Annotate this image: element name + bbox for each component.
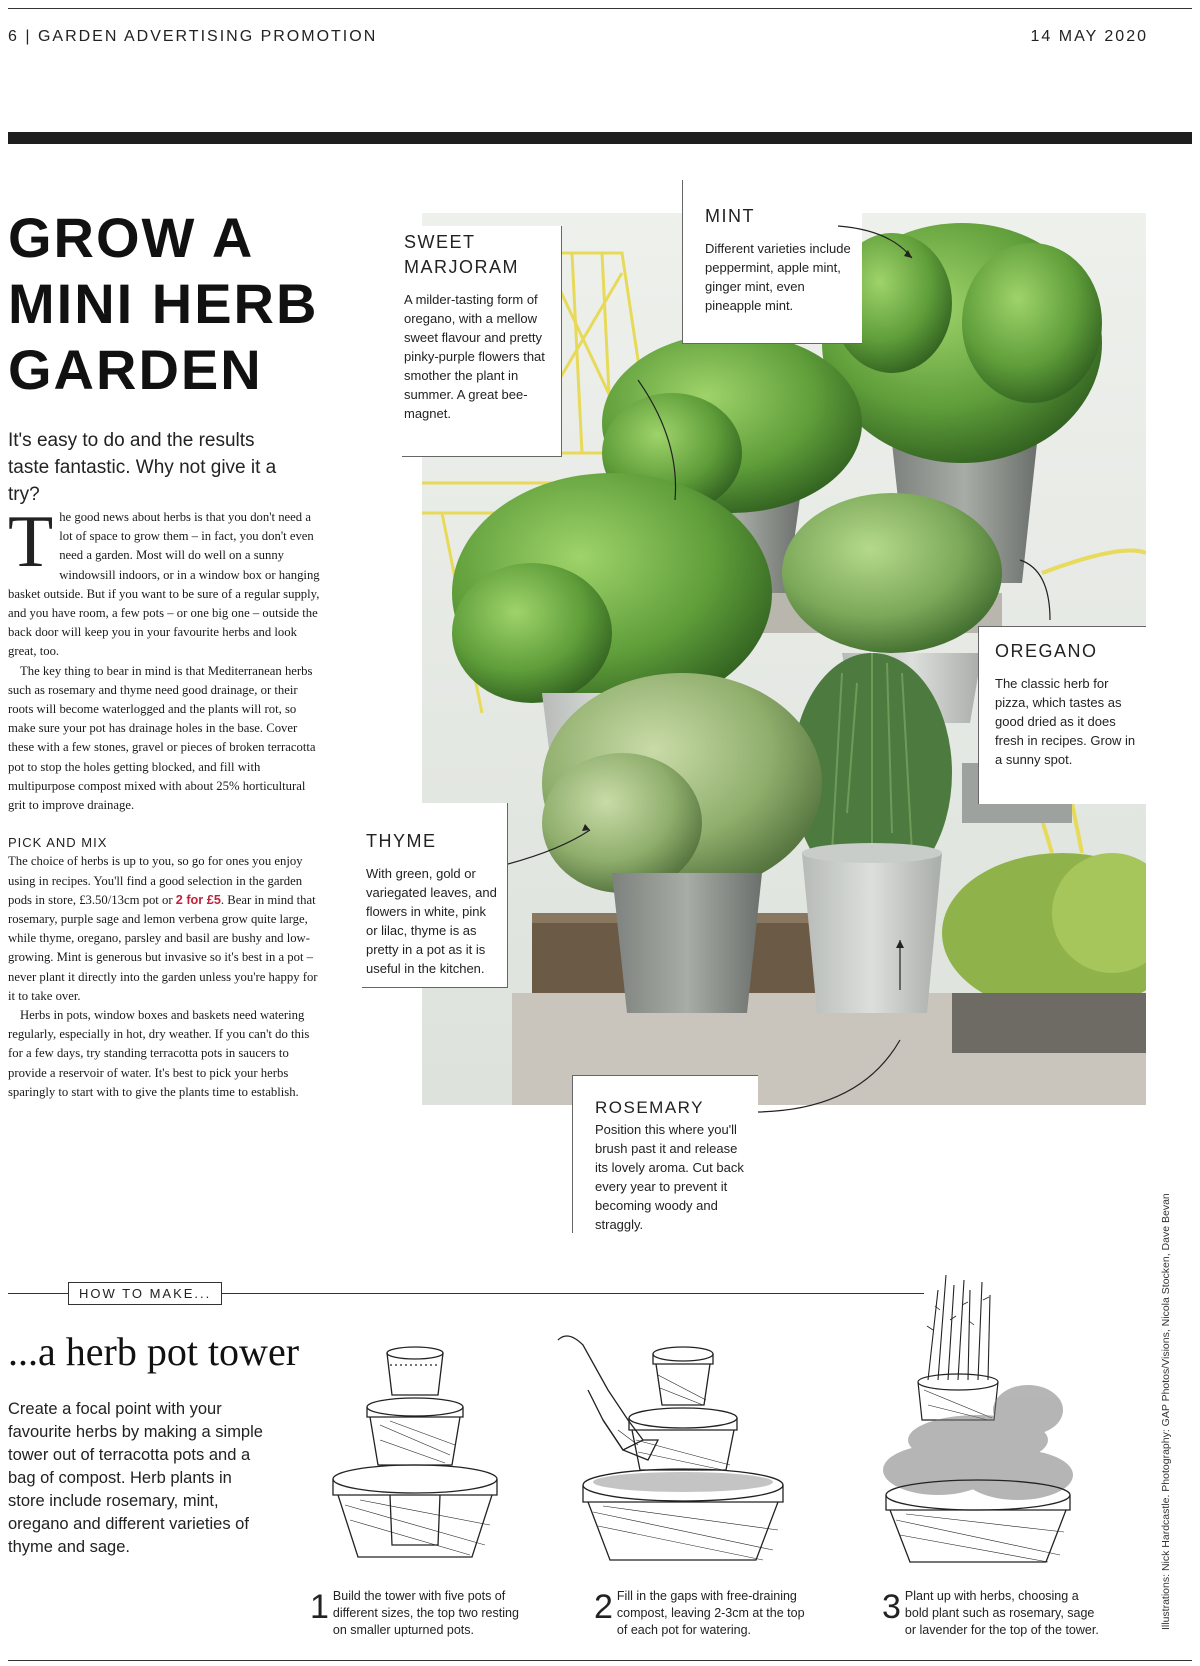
- promo-offer: 2 for £5: [175, 892, 221, 907]
- paragraph-4: Herbs in pots, window boxes and baskets need watering regularly, especially in hot, dry weather. If you can't do this for a few days, try standing terracotta pots in saucers to provide a reservoir of water. It's best to pick your herbs sparingly to start with to give the plants time to establish.: [8, 1008, 310, 1099]
- step-2-text: Fill in the gaps with free-draining compost, leaving 2-3cm at the top of each pot for watering.: [616, 1589, 805, 1637]
- headline-line-3: GARDEN: [8, 338, 263, 401]
- thyme-arrowhead: [582, 824, 590, 831]
- headline-line-2: MINI HERB: [8, 272, 319, 335]
- callout-title-mint: MINT: [705, 206, 755, 226]
- issue-date: 14 MAY 2020: [1030, 28, 1148, 45]
- drop-cap: T: [8, 501, 54, 583]
- callout-body-oregano: The classic herb for pizza, which tastes as good dried as it does fresh in recipes. Grow in a sunny spot.: [995, 676, 1136, 767]
- oregano-pointer-line: [1020, 560, 1050, 620]
- callout-body-marjoram: A milder-tasting form of oregano, with a mellow sweet flavour and pretty pinky-purple flowers that smother the plant in summer. A great bee-magnet.: [404, 292, 545, 421]
- step-3-number: 3: [882, 1588, 901, 1626]
- marjoram-pointer-line: [638, 380, 676, 500]
- illustration-stacked-pots: [320, 1345, 510, 1565]
- callout-body-mint: Different varieties include peppermint, apple mint, ginger mint, even pineapple mint.: [705, 241, 851, 313]
- tower-intro: Create a focal point with your favourite herbs by making a simple tower out of terracotta pots and a bag of compost. Herb plants in store include rosemary, mint, oregano and different varieties of thyme and sage.: [8, 1400, 263, 1556]
- pick-and-mix-heading: PICK AND MIX: [8, 835, 108, 851]
- step-3-text: Plant up with herbs, choosing a bold plant such as rosemary, sage or lavender for the top of the tower.: [904, 1589, 1099, 1637]
- photo-credit: Illustrations: Nick Hardcastle. Photography: GAP Photos/Visions, Nicola Stocken, Dave Bevan: [1160, 1193, 1172, 1630]
- paragraph-3: The choice of herbs is up to you, so go for ones you enjoy using in recipes. You'll find a good selection in the garden pods in store, £3.50/13cm pot or 2 for £5. Bear in mind that rosemary, purple sage and lemon verbena grow quite large, while thyme, oregano, parsley and basil are bushy and low-growing. Mint is generous but invasive so it's best in a pot – never plant it directly into the garden unless you're happy for it to take over.: [8, 854, 318, 1003]
- thyme-pointer-line: [508, 830, 590, 864]
- callout-body-thyme: With green, gold or variegated leaves, and flowers in white, pink or lilac, thyme is as pretty in a pot as it is useful in the kitchen.: [366, 866, 497, 976]
- rosemary-pointer-line: [758, 1040, 900, 1112]
- mint-pointer-line: [838, 226, 912, 258]
- callout-title-rosemary: ROSEMARY: [595, 1098, 704, 1117]
- paragraph-1: The good news about herbs is that you don't need a lot of space to grow them – in fact, you don't even need a garden. Most will do well on a sunny windowsill indoors, or in a window box or hanging basket outside. But if you want to be sure of a regular supply, and you have room, a few pots – or one big one – outside the back door will keep you in your favourite herbs and look great, too.: [8, 501, 320, 659]
- step-1-text: Build the tower with five pots of different sizes, the top two resting on smaller upturned pots.: [332, 1589, 519, 1637]
- callout-title-oregano: OREGANO: [995, 641, 1098, 661]
- step-2: [594, 1588, 814, 1639]
- illustration-planted-tower: [878, 1270, 1078, 1565]
- pot-arrowhead: [896, 940, 904, 948]
- bottom-rule: [8, 1660, 1192, 1661]
- step-2-number: 2: [594, 1588, 613, 1626]
- callout-body-rosemary: Position this where you'll brush past it and release its lovely aroma. Cut back every year to prevent it becoming woody and straggly.: [595, 1122, 744, 1232]
- illustration-filling-compost: [548, 1330, 788, 1565]
- step-3: [882, 1588, 1102, 1639]
- callout-title-marjoram: SWEET MARJORAM: [404, 232, 519, 277]
- step-1: [310, 1588, 530, 1639]
- callout-title-thyme: THYME: [366, 831, 437, 851]
- how-to-tag: HOW TO MAKE...: [68, 1282, 222, 1305]
- step-1-number: 1: [310, 1588, 329, 1626]
- headline-line-1: GROW A: [8, 206, 255, 269]
- paragraph-2: The key thing to bear in mind is that Mediterranean herbs such as rosemary and thyme need good drainage, or their roots will become waterlogged and the plants will rot, so make sure your pot has drainage holes in the base. Cover these with a few stones, gravel or pieces of broken terracotta pot to stop the holes getting blocked, and fill with multipurpose compost mixed with about 25% horticultural grit to improve drainage.: [8, 663, 316, 813]
- standfirst: It's easy to do and the results taste fantastic. Why not give it a try?: [8, 430, 277, 505]
- tower-title: ...a herb pot tower: [8, 1329, 300, 1374]
- section-header: 6 | GARDEN ADVERTISING PROMOTION: [8, 28, 378, 45]
